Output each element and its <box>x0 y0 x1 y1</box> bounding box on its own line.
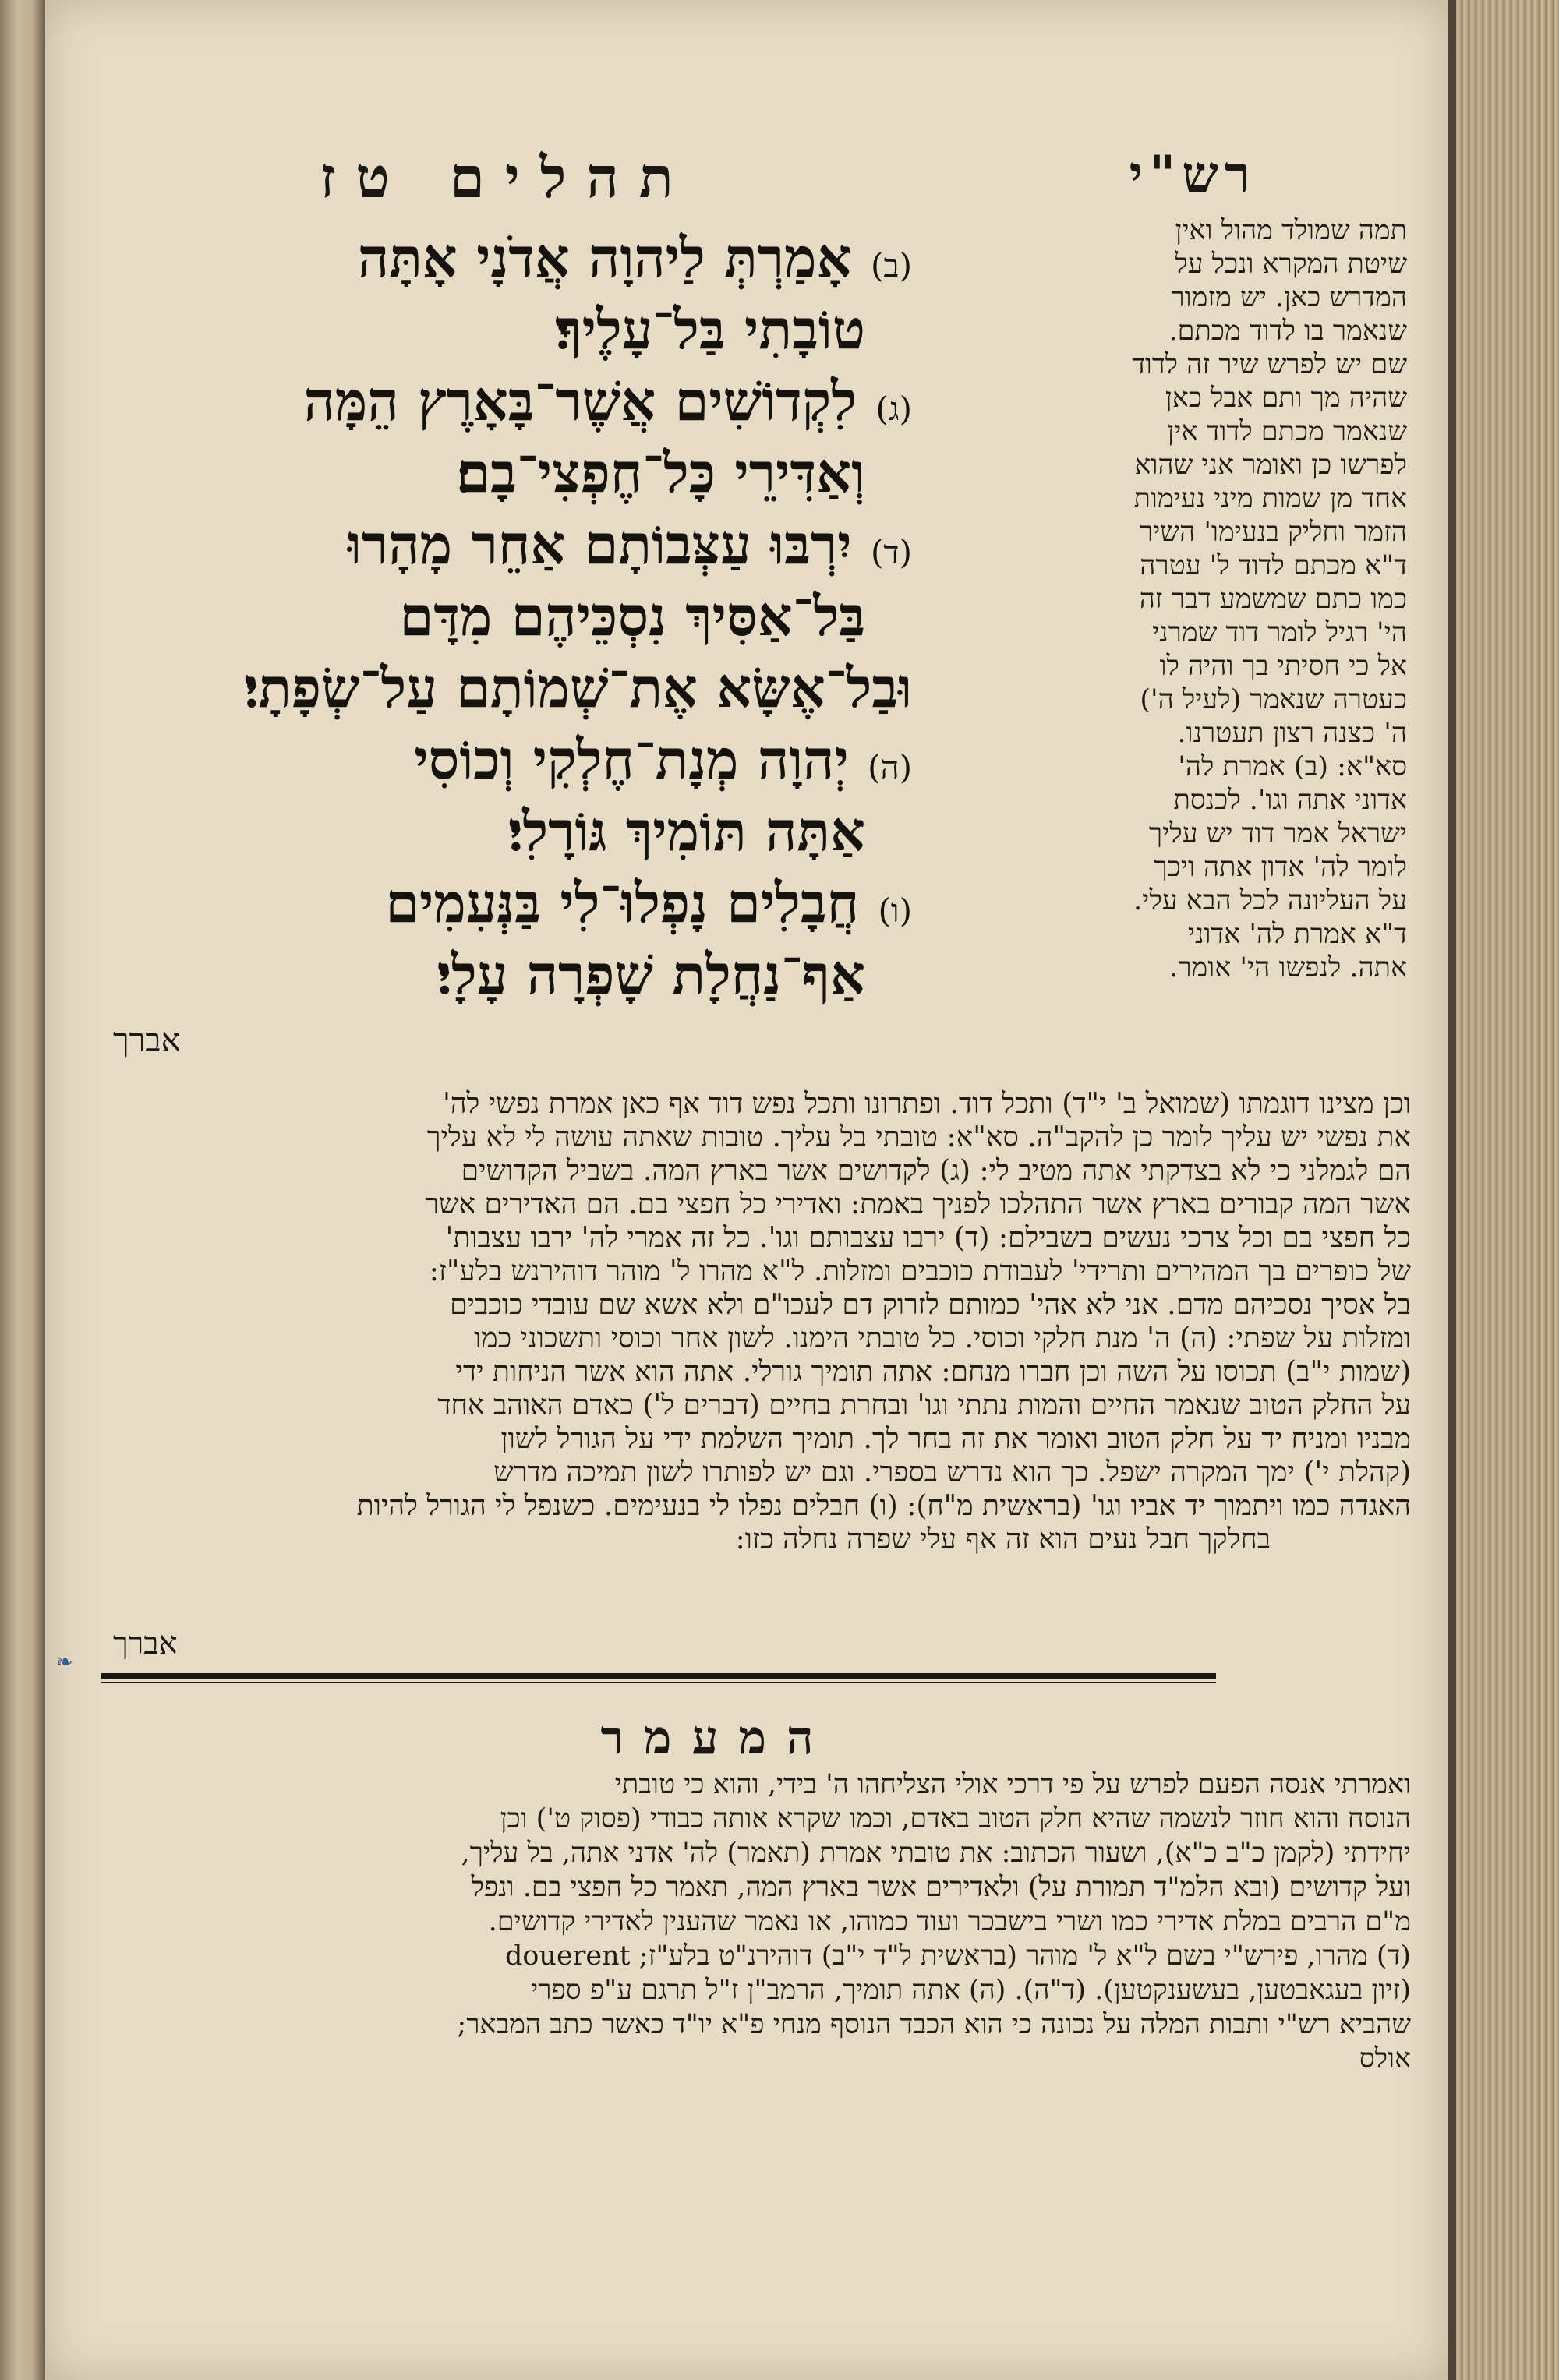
rashi-line: שהיה מך ותם אבל כאן <box>1165 383 1407 414</box>
rashi-line: ד"א מכתם לדוד ל' עטרה <box>1140 550 1407 581</box>
rashi-line: אדוני אתה וגו'. לכנסת <box>1173 785 1407 816</box>
rashi-line: שנאמר בו לדוד מכתם. <box>1168 316 1407 347</box>
rashi-line: המדרש כאן. יש מזמור <box>1171 282 1407 313</box>
hameamer-line: ועל קדושים (ובא הלמ"ד תמורת על) ולאדירים אשר בארץ המה, תאמר כל חפצי בם. ונפל <box>471 1872 1411 1903</box>
rashi-column <box>932 214 1407 1087</box>
rashi-full-width <box>94 1087 1411 1625</box>
verse-text: אָמַרְתְּ לַיהוָה אֲדֹנָי אָתָּה <box>357 225 852 290</box>
rashi-line: ד"א אמרת לה' אדוני <box>1187 919 1407 950</box>
rashi-line: הי' רגיל לומר דוד שמרני <box>1152 617 1407 648</box>
rashi-full-line: את נפשי יש עליך לומר כן להקב"ה. סא"א: טובתי בל עליך. טובות שאתה עושה לי לא עליך <box>426 1121 1411 1153</box>
rashi-line: ישראל אמר דוד יש עליך <box>1148 818 1407 849</box>
hameamer-line: (זיון בעגאבטען, בעשענקטען). (ד"ה). (ה) אתה תומיך, הרמב"ן ז"ל תרגם ע"פ ספרי <box>531 1975 1411 2006</box>
rashi-line: על העליונה לכל הבא עלי. <box>1133 885 1407 916</box>
rashi-full-line: בל אסיך נסכיהם מדם. אני לא אהי' כמותם לזרוק דם לעכו"ם ולא אשא שם עובדי כוכבים <box>450 1289 1411 1321</box>
verse-line <box>86 939 912 1011</box>
hameamer-line: שהביא רש"י ותבות המלה על נכונה כי הוא הכבד הנוסף מנחי פ"א יו"ד כאשר כתב המבאר; <box>457 2009 1411 2040</box>
hameamer-line: ואמרתי אנסה הפעם לפרש על פי דרכי אולי הצליחהו ה' בידי, והוא כי טובתי <box>614 1769 1411 1800</box>
margin-ornament: ❧ <box>56 1651 73 1674</box>
rashi-full-line: ומזלות על שפתי: (ה) ה' מנת חלקי וכוסי. כל טובתי הימנו. לשון אחר וכוסי ותשכוני כמו <box>474 1322 1411 1354</box>
verse-number: (ה) <box>868 748 912 786</box>
rashi-full-line: של כופרים בך המהירים ותרידי' לעבודת כוכבים ומזלות. ל"א מהרו ל' מוהר דוהירנש בלע"ז: <box>429 1255 1411 1287</box>
rashi-full-line: האגדה כמו ויתמוך יד אביו וגו' (בראשית מ"ח): (ו) חבלים נפלו לי בנעימים. כשנפל לי הגורל להיות <box>356 1490 1411 1522</box>
rashi-line: אתה. לנפשו הי' אומר. <box>1169 952 1407 983</box>
verse-number: (ו) <box>878 892 912 930</box>
verse-text: לִקְדוֹשִׁים אֲשֶׁר־בָּאָרֶץ הֵמָּה <box>303 369 857 433</box>
verse-line <box>86 581 912 652</box>
verse-text: אַתָּה תּוֹמִיךְ גּוֹרָלִי׃ <box>508 799 865 863</box>
facing-page-edge <box>0 0 45 2380</box>
rashi-line: כעטרה שנאמר (לעיל ה') <box>1140 684 1407 715</box>
rashi-full-line: כל חפצי בם וכל צרכי נעשים בשבילם: (ד) ירבו עצבותם וגו'. כל זה אמרי לה' ירבו עצבות' <box>445 1222 1411 1254</box>
section-rule-thin <box>101 1682 1216 1683</box>
psalm-verses <box>86 222 912 1007</box>
rashi-line: כמו כתם שמשמע דבר זה <box>1139 584 1407 615</box>
rashi-full-line: (קהלת י') ימך המקרה ישפל. כך הוא נדרש בספרי. וגם יש לפותרו לשון תמיכה מדרש <box>493 1457 1411 1488</box>
verse-line <box>86 867 912 939</box>
verse-line <box>86 796 912 867</box>
rashi-header: רש"י <box>1129 144 1257 205</box>
page-stack-edge <box>1448 0 1559 2380</box>
rashi-line: הזמר וחליק בנעימו' השיר <box>1140 517 1407 548</box>
verse-line <box>86 509 912 581</box>
rashi-line: ה' כצנה רצון תעטרנו. <box>1177 718 1407 749</box>
verse-number: (ד) <box>871 533 912 571</box>
hameamer-line: (ד) מהרו, פירש"י בשם ל"א ל' מוהר (בראשית ל"ד י"ב) דוהירנ"ט בלע"ז; douerent <box>504 1940 1411 1972</box>
abarbanel-label-lower: אברך <box>113 1626 178 1661</box>
verse-text: וּבַל־אֶשָּׂא אֶת־שְׁמוֹתָם עַל־שְׂפָתָי׃ <box>244 655 912 720</box>
verse-text: בַּל־אַסִּיךְ נִסְכֵּיהֶם מִדָּם <box>399 584 865 648</box>
verse-text: חֲבָלִים נָפְלוּ־לִי בַּנְּעִמִים <box>385 870 860 935</box>
verse-line <box>86 652 912 724</box>
rashi-line: אל כי חסיתי בך והיה לו <box>1159 651 1407 682</box>
hameamer-line: יחידתי (לקמן כ"ב כ"א), ושעור הכתוב: את טובתי אמרת (תאמר) לה' אדני אתה, בל עליך, <box>461 1838 1411 1869</box>
verse-text: טוֹבָתִי בַּל־עָלֶיךָ׃ <box>555 297 865 362</box>
rashi-line: לפרשו כן ואומר אני שהוא <box>1134 450 1407 481</box>
section-rule <box>101 1673 1216 1679</box>
rashi-full-line: וכן מצינו דוגמתו (שמואל ב' י"ד) ותכל דוד. ופתרונו ותכל נפש דוד אף כאן אמרת נפשי לה' <box>442 1088 1411 1120</box>
rashi-full-line: הם לגמלני כי לא בצדקתי אתה מטיב לי: (ג) לקדושים אשר בארץ המה. בשביל הקדושים <box>461 1155 1411 1187</box>
rashi-full-line: על החלק הטוב שנאמר החיים והמות נתתי וגו' ובחרת בחיים (דברים ל') כאדם האוהב אחד <box>437 1390 1411 1421</box>
rashi-full-line: (שמות י"ב) תכוסו על השה וכן חברו מנחם: אתה תומיך גורלי. אתה הוא אשר הניחות ידי <box>455 1356 1411 1388</box>
hameamer-line: אולס <box>1359 2043 1411 2075</box>
abarbanel-label: אברך <box>113 1021 181 1059</box>
hameamer-title: המעמר <box>600 1711 834 1765</box>
rashi-line: שנאמר מכתם לדוד אין <box>1167 416 1407 447</box>
verse-line <box>86 437 912 509</box>
verse-line <box>86 724 912 796</box>
hameamer-line: מ"ם הרבים במלת אדירי כמו ושרי בישבכר ועוד כמוהו, או נאמר שהענין לאדירי קדושים. <box>488 1906 1411 1937</box>
rashi-line: שיטת המקרא ונכל על <box>1175 249 1407 280</box>
rashi-line: סא"א: (ב) אמרת לה' <box>1178 751 1407 782</box>
verse-text: אַף־נַחֲלָת שָׁפְרָה עָלָי׃ <box>437 942 865 1007</box>
rashi-line: תמה שמולד מהול ואין <box>1175 215 1407 246</box>
verse-text: וְאַדִּירֵי כָּל־חֶפְצִי־בָם׃ <box>456 440 865 505</box>
rashi-full-line: אשר המה קבורים בארץ אשר התהלכו לפניך באמת: ואדירי כל חפצי בם. הם האדירים אשר <box>425 1188 1411 1220</box>
verse-line <box>86 365 912 437</box>
verse-number: (ב) <box>870 246 912 284</box>
rashi-full-line: מבניו ומניח יד על חלק הטוב ואומר את זה בחר לך. תומיך השלמת ידי על הגורל לשון <box>500 1423 1411 1455</box>
rashi-line: לומר לה' אדון אתה ויכך <box>1154 852 1407 883</box>
rashi-line: אחד מן שמות מיני נעימות <box>1133 483 1407 514</box>
verse-number: (ג) <box>875 390 912 428</box>
hameamer-line: הנוסח והוא חוזר לנשמה שהיא חלק הטוב באדם, וכמו שקרא אותה כבודי (פסוק ט') וכן <box>500 1803 1411 1834</box>
rashi-line: שם יש לפרש שיר זה לדוד <box>1132 349 1407 380</box>
verse-text: יְהוָה מְנָת־חֶלְקִי וְכוֹסִי <box>414 727 849 792</box>
verse-line <box>86 294 912 365</box>
rashi-full-line: בחלקך חבל נעים הוא זה אף עלי שפרה נחלה כזו: <box>735 1524 1271 1555</box>
verse-line <box>86 222 912 294</box>
verse-text: יִרְבּוּ עַצְּבוֹתָם אַחֵר מָהָרוּ <box>348 512 852 577</box>
psalms-header: תהלים טז <box>320 144 694 210</box>
hameamer-commentary <box>94 1767 1411 2095</box>
